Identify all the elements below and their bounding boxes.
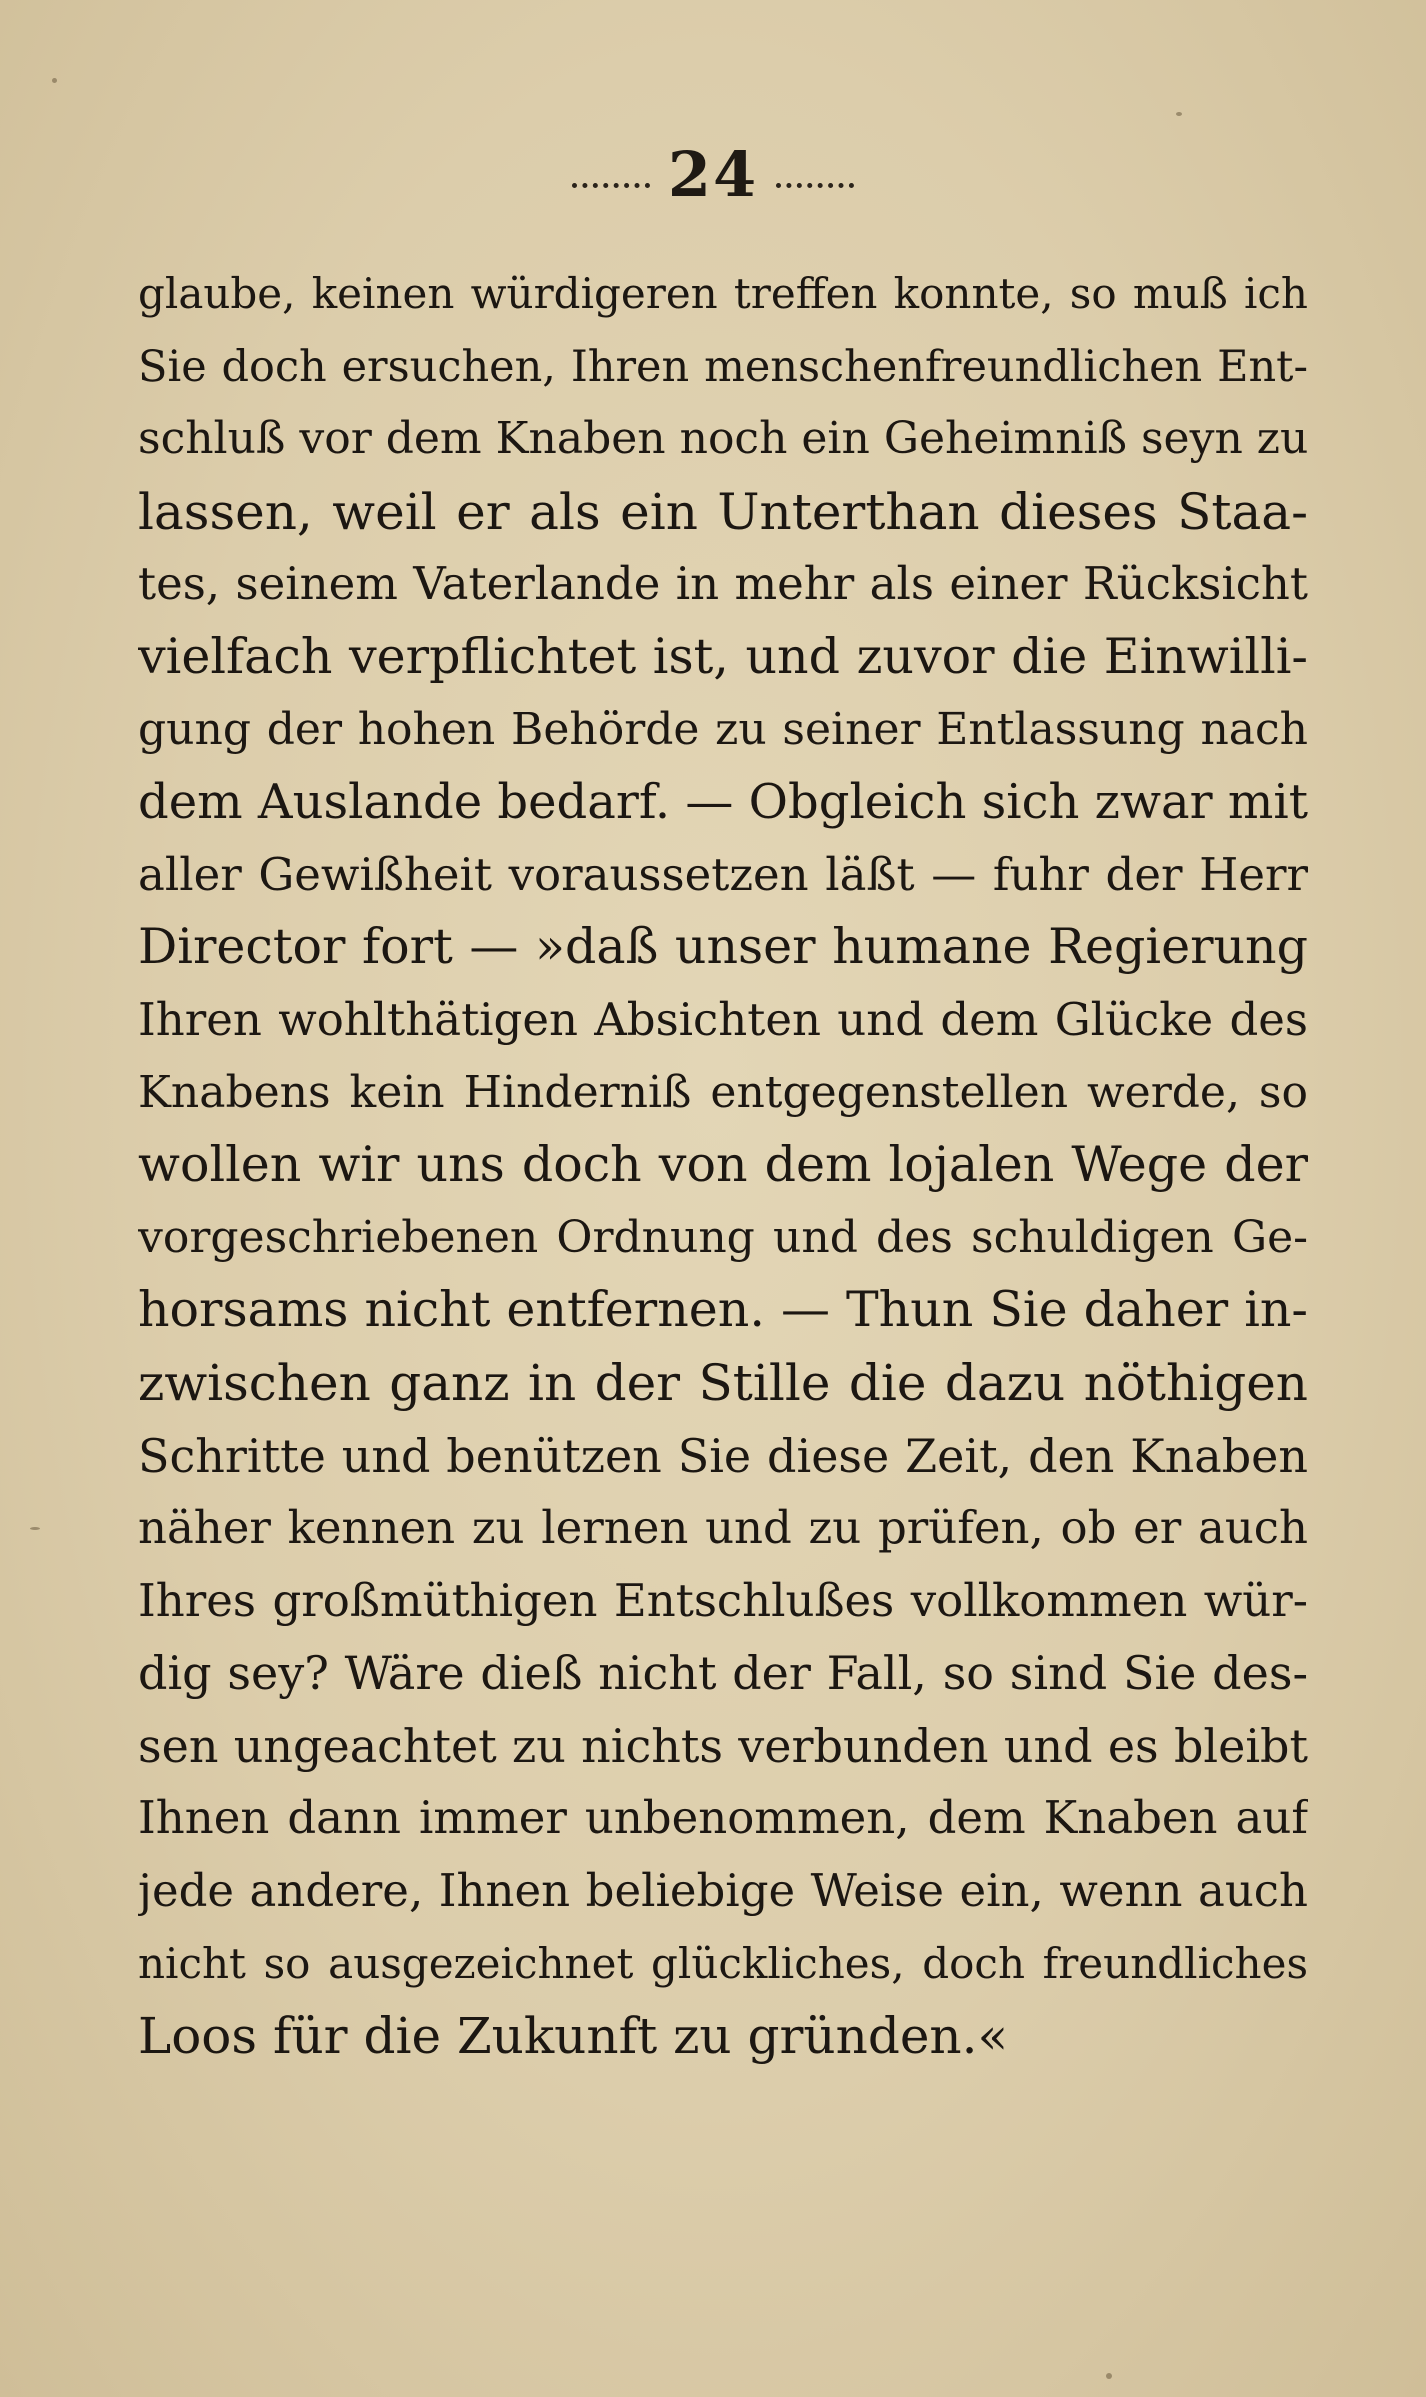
text-line: tes, seinem Vaterlande in mehr als einer Rücksicht [138,557,1308,611]
text-line: Knabens kein Hinderniß entgegenstellen werde, so [138,1066,1308,1118]
text-line-last: Loos für die Zukunft zu gründen.« [138,2007,1009,2066]
text-line: Ihren wohlthätigen Absichten und dem Glücke des [138,992,1308,1046]
paper-speck [1106,2373,1112,2379]
text-line: dig sey? Wäre dieß nicht der Fall, so sind Sie des- [138,1646,1308,1701]
text-line: gung der hohen Behörde zu seiner Entlassung nach [138,703,1308,755]
text-line: vorgeschriebenen Ordnung und des schuldigen Ge- [138,1211,1308,1263]
header-ornament-right [776,183,854,188]
text-line: Schritte und benützen Sie diese Zeit, den Knaben [138,1428,1308,1483]
text-line: Ihres großmüthigen Entschlußes vollkommen wür- [138,1573,1308,1627]
page-header [0,140,1426,210]
text-line: aller Gewißheit voraussetzen läßt — fuhr der Herr [138,847,1308,901]
text-line: näher kennen zu lernen und zu prüfen, ob er auch [138,1501,1308,1555]
text-line: schluß vor dem Knaben noch ein Geheimniß seyn zu [138,413,1308,465]
paper-speck [30,1527,40,1530]
text-line: wollen wir uns doch von dem lojalen Wege der [138,1136,1308,1194]
paper-speck [52,78,57,83]
text-line: sen ungeachtet zu nichts verbunden und es bleibt [138,1718,1308,1773]
text-line: nicht so ausgezeichnet glückliches, doch freundliches [138,1938,1308,1988]
text-line: jede andere, Ihnen beliebige Weise ein, wenn auch [138,1864,1308,1918]
text-line: vielfach verpflichtet ist, und zuvor die Einwilli- [138,627,1308,685]
text-line: zwischen ganz in der Stille die dazu nöthigen [138,1353,1308,1412]
text-line: Ihnen dann immer unbenommen, dem Knaben auf [138,1791,1308,1845]
text-line: Sie doch ersuchen, Ihren menschenfreundlichen Ent- [138,341,1308,392]
body-text [138,258,1308,2073]
page-number: 24 [667,138,759,211]
text-line: horsams nicht entfernen. — Thun Sie daher in- [138,1281,1308,1339]
text-line: dem Auslande bedarf. — Obgleich sich zwar mit [138,774,1308,831]
text-line: lassen, weil er als ein Unterthan dieses Staa- [138,482,1308,541]
text-line: Director fort — »daß unser humane Regierung [138,918,1308,976]
text-line: glaube, keinen würdigeren treffen konnte, so muß ich [138,269,1308,318]
paper-speck [1176,112,1182,116]
header-ornament-left [572,183,650,188]
